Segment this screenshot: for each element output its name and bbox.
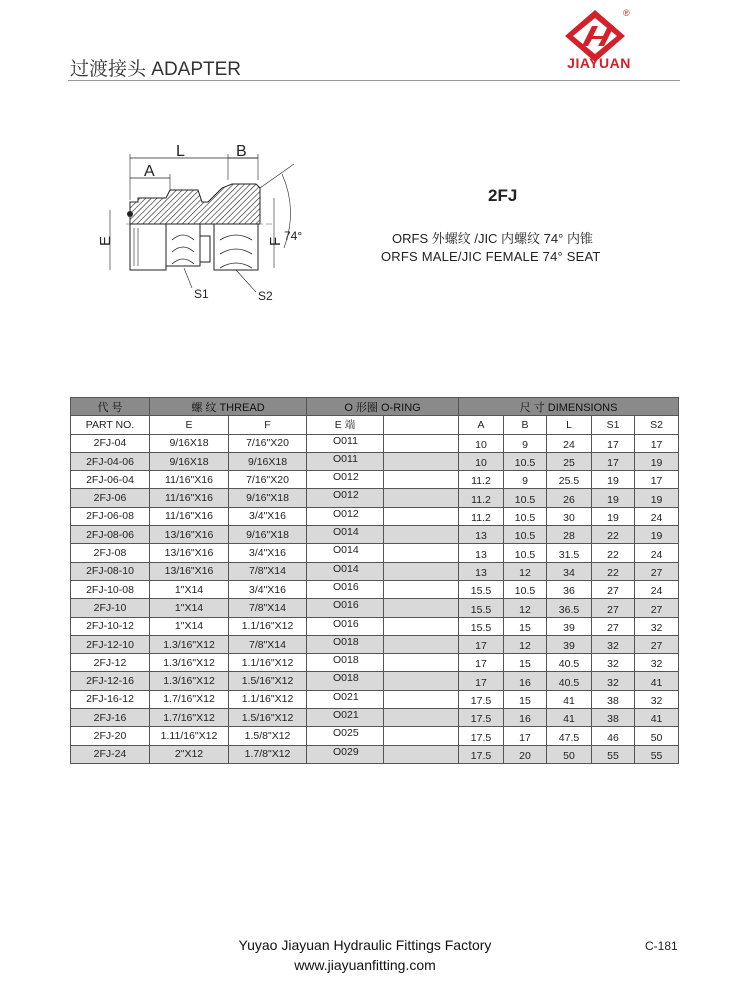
product-description-en: ORFS MALE/JIC FEMALE 74° SEAT: [381, 249, 601, 264]
cell-e: 2"X12: [150, 745, 229, 763]
table-row: [71, 580, 679, 598]
cell-s2: 32: [635, 690, 679, 708]
cell-b: 15: [504, 690, 547, 708]
cell-oring: O018: [307, 672, 384, 690]
dim-label-B: B: [236, 143, 247, 160]
cell-e: 11/16"X16: [150, 507, 229, 525]
cell-e: 1.11/16"X12: [150, 727, 229, 745]
cell-blank: [384, 745, 459, 763]
page-number: C-181: [645, 939, 678, 953]
cell-blank: [384, 526, 459, 544]
cell-a: 15.5: [459, 599, 504, 617]
table-row: [71, 617, 679, 635]
cell-blank: [384, 434, 459, 452]
header-e-end: E 端: [307, 416, 384, 434]
cell-b: 10.5: [504, 526, 547, 544]
cell-s2: 32: [635, 617, 679, 635]
header-s2: S2: [635, 416, 679, 434]
cell-b: 12: [504, 635, 547, 653]
header-dimensions: 尺 寸 DIMENSIONS: [459, 398, 679, 416]
cell-l: 34: [547, 562, 592, 580]
cell-l: 41: [547, 709, 592, 727]
cell-e: 1.3/16"X12: [150, 654, 229, 672]
cell-blank: [384, 599, 459, 617]
cell-l: 25.5: [547, 471, 592, 489]
cell-l: 39: [547, 617, 592, 635]
cell-f: 7/16"X20: [229, 471, 307, 489]
cell-e: 1.7/16"X12: [150, 690, 229, 708]
table-row: [71, 727, 679, 745]
fitting-drawing: [96, 140, 326, 310]
cell-part: 2FJ-10-12: [71, 617, 150, 635]
cell-b: 10.5: [504, 489, 547, 507]
cell-s2: 24: [635, 580, 679, 598]
table-row: [71, 690, 679, 708]
cell-f: 7/8"X14: [229, 562, 307, 580]
table-row: [71, 654, 679, 672]
cell-part: 2FJ-16-12: [71, 690, 150, 708]
cell-oring: O016: [307, 599, 384, 617]
cell-blank: [384, 489, 459, 507]
cell-s2: 41: [635, 709, 679, 727]
cell-blank: [384, 654, 459, 672]
cell-e: 1.3/16"X12: [150, 672, 229, 690]
header-blank: [384, 416, 459, 434]
cell-s2: 55: [635, 745, 679, 763]
cell-l: 39: [547, 635, 592, 653]
spec-table: [70, 397, 679, 764]
cell-f: 1.5/8"X12: [229, 727, 307, 745]
cell-part: 2FJ-08-10: [71, 562, 150, 580]
table-row: [71, 562, 679, 580]
cell-s1: 22: [592, 544, 635, 562]
cell-s2: 27: [635, 599, 679, 617]
cell-l: 40.5: [547, 654, 592, 672]
cell-l: 36: [547, 580, 592, 598]
table-sub-header: [71, 416, 679, 434]
cell-part: 2FJ-10: [71, 599, 150, 617]
cell-s2: 32: [635, 654, 679, 672]
header-part-no: PART NO.: [71, 416, 150, 434]
cell-s1: 27: [592, 617, 635, 635]
dim-label-F: F: [267, 236, 284, 246]
cell-part: 2FJ-04: [71, 434, 150, 452]
dim-label-E: E: [97, 235, 114, 246]
cell-blank: [384, 690, 459, 708]
cell-l: 40.5: [547, 672, 592, 690]
cell-a: 10: [459, 452, 504, 470]
cell-oring: O011: [307, 452, 384, 470]
cell-blank: [384, 672, 459, 690]
cell-oring: O018: [307, 635, 384, 653]
cell-oring: O012: [307, 471, 384, 489]
cell-s2: 19: [635, 452, 679, 470]
table-row: [71, 635, 679, 653]
cell-a: 11.2: [459, 471, 504, 489]
cell-part: 2FJ-12-10: [71, 635, 150, 653]
cell-f: 1.1/16"X12: [229, 690, 307, 708]
cell-blank: [384, 580, 459, 598]
cell-e: 1.7/16"X12: [150, 709, 229, 727]
registered-mark: ®: [623, 8, 630, 18]
header-l: L: [547, 416, 592, 434]
header-thread: 螺 纹 THREAD: [150, 398, 307, 416]
cell-s1: 19: [592, 471, 635, 489]
cell-s1: 22: [592, 562, 635, 580]
cell-l: 25: [547, 452, 592, 470]
table-group-header: [71, 398, 679, 416]
cell-blank: [384, 617, 459, 635]
cell-f: 7/8"X14: [229, 599, 307, 617]
table-row: [71, 745, 679, 763]
table-row: [71, 471, 679, 489]
cell-s1: 46: [592, 727, 635, 745]
header-oring: O 形圈 O-RING: [307, 398, 459, 416]
cell-s1: 27: [592, 599, 635, 617]
cell-a: 13: [459, 562, 504, 580]
page-title: 过渡接头 ADAPTER: [70, 59, 242, 80]
cell-e: 1.3/16"X12: [150, 635, 229, 653]
cell-e: 13/16"X16: [150, 526, 229, 544]
cell-part: 2FJ-20: [71, 727, 150, 745]
cell-f: 3/4"X16: [229, 507, 307, 525]
brand-name: JIAYUAN: [567, 55, 631, 71]
cell-l: 47.5: [547, 727, 592, 745]
cell-s2: 19: [635, 526, 679, 544]
cell-l: 24: [547, 434, 592, 452]
cell-s2: 27: [635, 562, 679, 580]
cell-s2: 27: [635, 635, 679, 653]
cell-part: 2FJ-08-06: [71, 526, 150, 544]
dim-label-angle: 74°: [284, 229, 303, 243]
cell-blank: [384, 544, 459, 562]
cell-b: 10.5: [504, 580, 547, 598]
cell-oring: O011: [307, 434, 384, 452]
header-b: B: [504, 416, 547, 434]
header-s1: S1: [592, 416, 635, 434]
cell-s1: 32: [592, 635, 635, 653]
cell-s1: 38: [592, 690, 635, 708]
cell-a: 11.2: [459, 489, 504, 507]
cell-f: 3/4"X16: [229, 544, 307, 562]
cell-blank: [384, 562, 459, 580]
cell-f: 9/16X18: [229, 452, 307, 470]
table-row: [71, 526, 679, 544]
cell-s1: 55: [592, 745, 635, 763]
cell-b: 12: [504, 562, 547, 580]
cell-oring: O012: [307, 507, 384, 525]
cell-oring: O014: [307, 544, 384, 562]
dim-label-S1: S1: [194, 287, 209, 301]
cell-s2: 41: [635, 672, 679, 690]
dim-label-L: L: [176, 143, 185, 160]
cell-b: 16: [504, 672, 547, 690]
cell-a: 17.5: [459, 709, 504, 727]
header-divider: [68, 80, 680, 81]
cell-a: 17.5: [459, 727, 504, 745]
cell-b: 9: [504, 434, 547, 452]
header-e: E: [150, 416, 229, 434]
table-row: [71, 599, 679, 617]
cell-s1: 38: [592, 709, 635, 727]
footer-company: Yuyao Jiayuan Hydraulic Fittings Factory: [238, 937, 492, 953]
cell-part: 2FJ-06-04: [71, 471, 150, 489]
product-model: 2FJ: [488, 186, 518, 205]
cell-s1: 22: [592, 526, 635, 544]
cell-a: 17: [459, 654, 504, 672]
header-a: A: [459, 416, 504, 434]
cell-e: 11/16"X16: [150, 489, 229, 507]
cell-f: 1.5/16"X12: [229, 672, 307, 690]
cell-oring: O021: [307, 709, 384, 727]
cell-b: 16: [504, 709, 547, 727]
footer-website: www.jiayuanfitting.com: [294, 957, 436, 973]
cell-b: 15: [504, 617, 547, 635]
cell-s1: 19: [592, 507, 635, 525]
cell-a: 13: [459, 526, 504, 544]
cell-a: 15.5: [459, 580, 504, 598]
cell-s2: 17: [635, 434, 679, 452]
cell-oring: O012: [307, 489, 384, 507]
cell-blank: [384, 507, 459, 525]
cell-b: 10.5: [504, 544, 547, 562]
table-row: [71, 489, 679, 507]
cell-f: 7/8"X14: [229, 635, 307, 653]
cell-blank: [384, 727, 459, 745]
cell-e: 1"X14: [150, 617, 229, 635]
cell-f: 1.1/16"X12: [229, 617, 307, 635]
cell-b: 10.5: [504, 452, 547, 470]
cell-f: 1.1/16"X12: [229, 654, 307, 672]
cell-b: 17: [504, 727, 547, 745]
cell-e: 9/16X18: [150, 434, 229, 452]
cell-f: 1.7/8"X12: [229, 745, 307, 763]
cell-a: 11.2: [459, 507, 504, 525]
cell-e: 1"X14: [150, 580, 229, 598]
cell-s1: 19: [592, 489, 635, 507]
cell-b: 12: [504, 599, 547, 617]
cell-e: 13/16"X16: [150, 544, 229, 562]
cell-blank: [384, 471, 459, 489]
cell-oring: O016: [307, 617, 384, 635]
cell-part: 2FJ-08: [71, 544, 150, 562]
cell-s2: 50: [635, 727, 679, 745]
cell-l: 30: [547, 507, 592, 525]
cell-a: 17: [459, 635, 504, 653]
cell-e: 1"X14: [150, 599, 229, 617]
cell-oring: O025: [307, 727, 384, 745]
cell-a: 17.5: [459, 745, 504, 763]
cell-a: 15.5: [459, 617, 504, 635]
cell-b: 15: [504, 654, 547, 672]
cell-s1: 17: [592, 434, 635, 452]
cell-s2: 24: [635, 507, 679, 525]
cell-b: 10.5: [504, 507, 547, 525]
cell-a: 10: [459, 434, 504, 452]
cell-l: 28: [547, 526, 592, 544]
cell-s1: 27: [592, 580, 635, 598]
cell-blank: [384, 709, 459, 727]
cell-oring: O018: [307, 654, 384, 672]
cell-s2: 19: [635, 489, 679, 507]
header-code: 代 号: [71, 398, 150, 416]
dim-label-S2: S2: [258, 289, 273, 303]
cell-l: 26: [547, 489, 592, 507]
cell-s1: 32: [592, 654, 635, 672]
cell-part: 2FJ-24: [71, 745, 150, 763]
cell-f: 7/16"X20: [229, 434, 307, 452]
cell-oring: O016: [307, 580, 384, 598]
cell-s1: 17: [592, 452, 635, 470]
cell-f: 3/4"X16: [229, 580, 307, 598]
cell-part: 2FJ-04-06: [71, 452, 150, 470]
cell-part: 2FJ-16: [71, 709, 150, 727]
cell-b: 20: [504, 745, 547, 763]
cell-l: 41: [547, 690, 592, 708]
cell-a: 13: [459, 544, 504, 562]
cell-part: 2FJ-12: [71, 654, 150, 672]
cell-l: 50: [547, 745, 592, 763]
cell-a: 17: [459, 672, 504, 690]
cell-b: 9: [504, 471, 547, 489]
cell-oring: O014: [307, 562, 384, 580]
cell-e: 9/16X18: [150, 452, 229, 470]
cell-blank: [384, 635, 459, 653]
cell-a: 17.5: [459, 690, 504, 708]
cell-e: 11/16"X16: [150, 471, 229, 489]
cell-l: 36.5: [547, 599, 592, 617]
cell-l: 31.5: [547, 544, 592, 562]
product-description-cn: ORFS 外螺纹 /JIC 内螺纹 74° 内锥: [392, 231, 593, 246]
table-row: [71, 507, 679, 525]
table-row: [71, 672, 679, 690]
dim-label-A: A: [144, 163, 155, 180]
table-row: [71, 709, 679, 727]
cell-oring: O029: [307, 745, 384, 763]
cell-f: 9/16"X18: [229, 526, 307, 544]
cell-oring: O014: [307, 526, 384, 544]
cell-oring: O021: [307, 690, 384, 708]
cell-s2: 17: [635, 471, 679, 489]
table-row: [71, 434, 679, 452]
cell-part: 2FJ-06: [71, 489, 150, 507]
header-f: F: [229, 416, 307, 434]
table-row: [71, 452, 679, 470]
table-row: [71, 544, 679, 562]
cell-e: 13/16"X16: [150, 562, 229, 580]
cell-s1: 32: [592, 672, 635, 690]
cell-blank: [384, 452, 459, 470]
cell-f: 1.5/16"X12: [229, 709, 307, 727]
cell-f: 9/16"X18: [229, 489, 307, 507]
cell-part: 2FJ-06-08: [71, 507, 150, 525]
cell-part: 2FJ-10-08: [71, 580, 150, 598]
cell-s2: 24: [635, 544, 679, 562]
cell-part: 2FJ-12-16: [71, 672, 150, 690]
